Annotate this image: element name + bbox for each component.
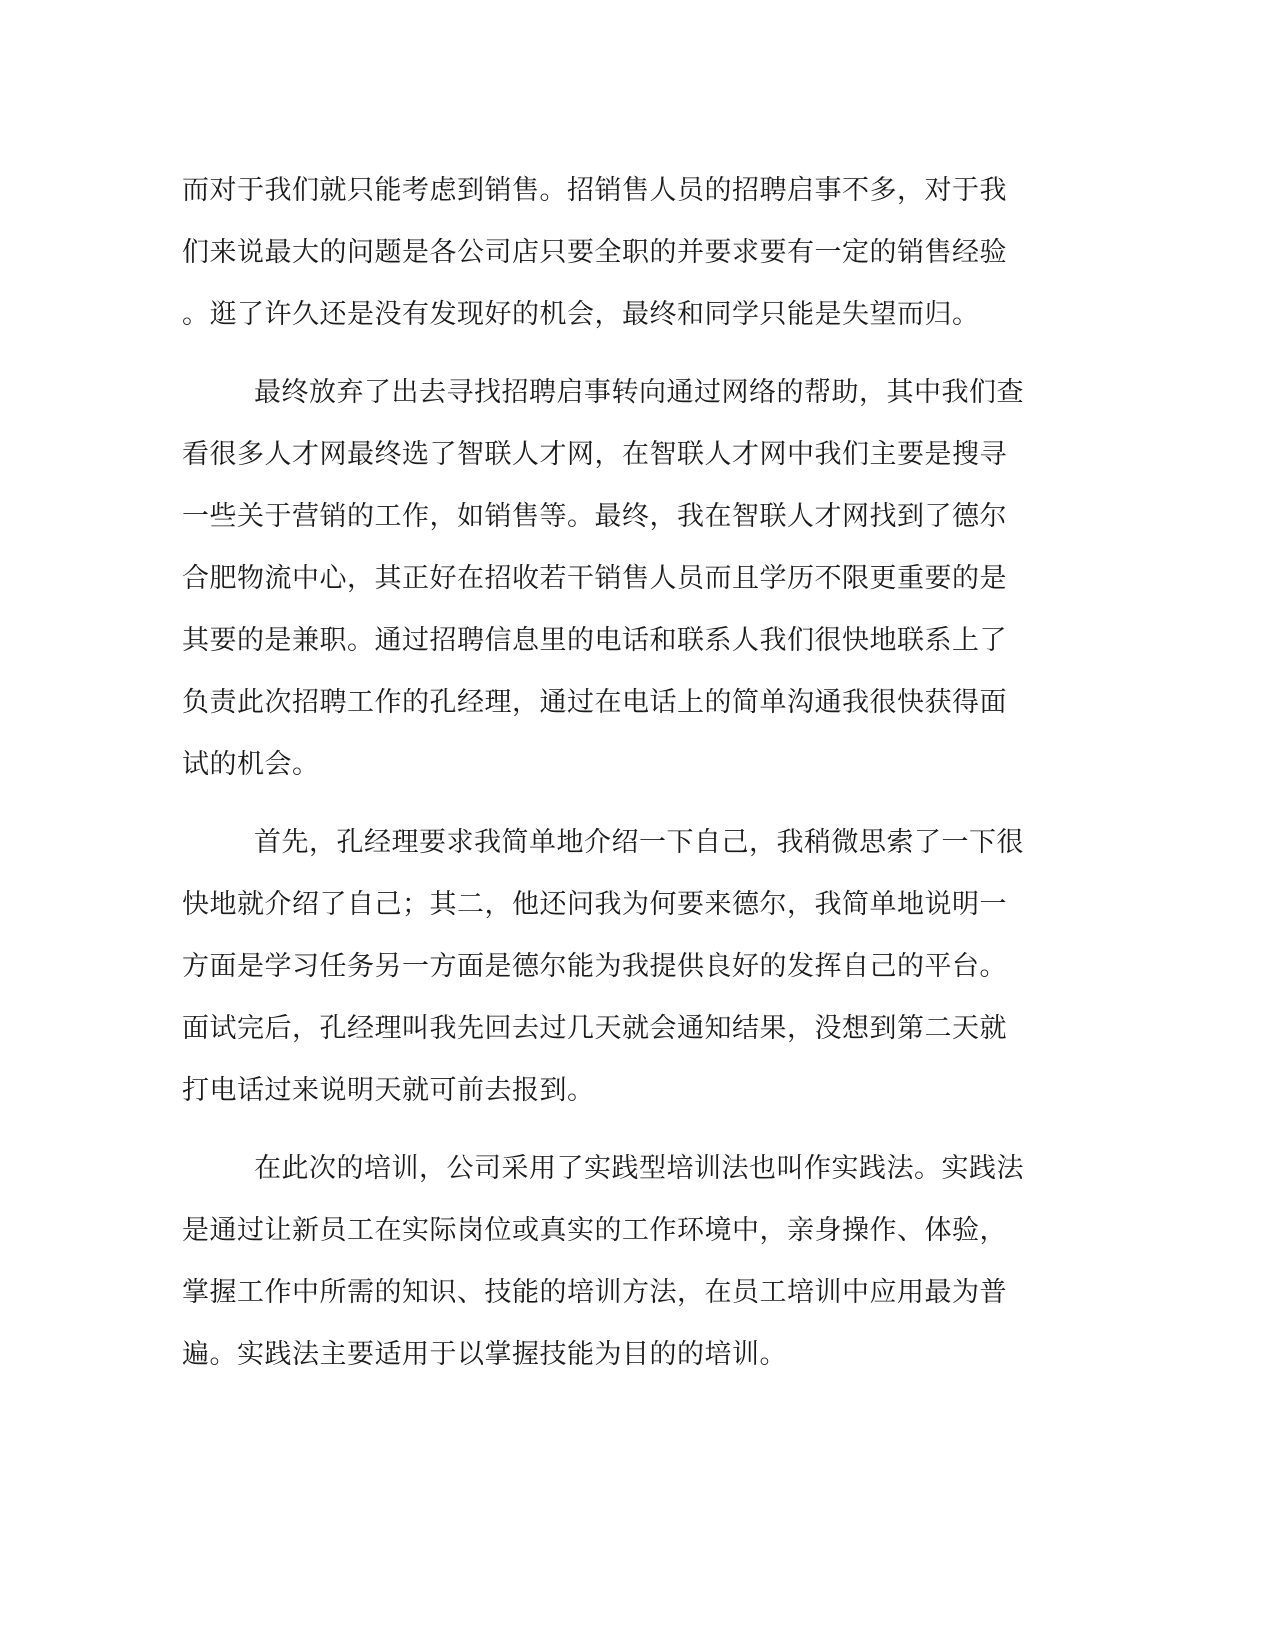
text-line: 而对于我们就只能考虑到销售。招销售人员的招聘启事不多，对于我	[182, 175, 1007, 206]
text-line: 遍。实践法主要适用于以掌握技能为目的的培训。	[182, 1339, 787, 1370]
paragraph-4	[182, 1138, 1032, 1386]
text-line: 方面是学习任务另一方面是德尔能为我提供良好的发挥自己的平台。	[182, 951, 1007, 982]
text-line: 在此次的培训，公司采用了实践型培训法也叫作实践法。实践法	[254, 1153, 1024, 1184]
text-line: 快地就介绍了自己；其二，他还问我为何要来德尔，我简单地说明一	[182, 889, 1007, 920]
paragraph-3	[182, 812, 1032, 1122]
text-line: 试的机会。	[182, 749, 320, 780]
text-line: 们来说最大的问题是各公司店只要全职的并要求要有一定的销售经验	[182, 237, 1007, 268]
document-body	[182, 160, 1032, 1386]
paragraph-2	[182, 362, 1032, 796]
paragraph-1	[182, 160, 1032, 346]
text-line: 其要的是兼职。通过招聘信息里的电话和联系人我们很快地联系上了	[182, 625, 1007, 656]
text-line: 首先，孔经理要求我简单地介绍一下自己，我稍微思索了一下很	[254, 827, 1024, 858]
text-line: 打电话过来说明天就可前去报到。	[182, 1075, 595, 1106]
text-line: 。逛了许久还是没有发现好的机会，最终和同学只能是失望而归。	[182, 299, 980, 330]
text-line: 负责此次招聘工作的孔经理，通过在电话上的简单沟通我很快获得面	[182, 687, 1007, 718]
text-line: 面试完后，孔经理叫我先回去过几天就会通知结果，没想到第二天就	[182, 1013, 1007, 1044]
text-line: 是通过让新员工在实际岗位或真实的工作环境中，亲身操作、体验，	[182, 1215, 1007, 1246]
text-line: 合肥物流中心，其正好在招收若干销售人员而且学历不限更重要的是	[182, 563, 1007, 594]
text-line: 一些关于营销的工作，如销售等。最终，我在智联人才网找到了德尔	[182, 501, 1007, 532]
text-line: 看很多人才网最终选了智联人才网，在智联人才网中我们主要是搜寻	[182, 439, 1007, 470]
text-line: 掌握工作中所需的知识、技能的培训方法，在员工培训中应用最为普	[182, 1277, 1007, 1308]
text-line: 最终放弃了出去寻找招聘启事转向通过网络的帮助，其中我们查	[254, 377, 1024, 408]
